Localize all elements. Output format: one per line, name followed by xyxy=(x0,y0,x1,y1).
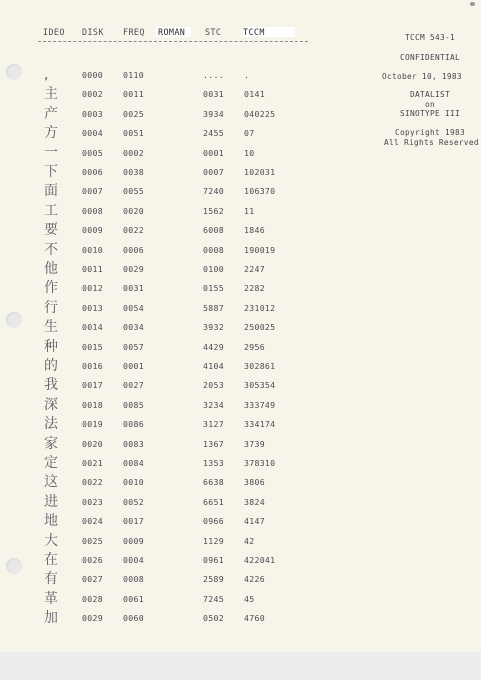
tccm-cell: 250025 xyxy=(244,322,276,333)
header-disk: DISK xyxy=(82,27,104,37)
freq-cell: 0052 xyxy=(123,496,144,507)
stc-cell: 2589 xyxy=(203,574,224,585)
freq-cell: 0051 xyxy=(123,128,144,139)
ideograph-cell: 他 xyxy=(44,261,59,277)
tccm-cell: 1846 xyxy=(244,225,265,236)
ideograph-cell: 工 xyxy=(44,202,59,219)
ideograph-cell: 革 xyxy=(44,590,59,607)
disk-cell: 0012 xyxy=(82,283,103,294)
ideograph-cell: 我 xyxy=(44,377,59,394)
freq-cell: 0025 xyxy=(123,108,144,119)
header-freq: FREQ xyxy=(123,27,145,37)
freq-cell: 0083 xyxy=(123,438,144,449)
tccm-cell: . xyxy=(244,70,250,80)
stc-cell: 3934 xyxy=(203,108,224,119)
tccm-cell: 4147 xyxy=(244,516,265,527)
disk-cell: 0005 xyxy=(82,147,103,158)
document-title-line1: DATALIST xyxy=(410,90,450,99)
stc-cell: 3234 xyxy=(203,399,224,410)
table-row xyxy=(0,182,330,200)
document-title-line3: SINOTYPE III xyxy=(400,109,460,118)
ideograph-cell: 生 xyxy=(44,319,59,336)
ideograph-cell: 进 xyxy=(44,493,59,510)
stc-cell: 0031 xyxy=(203,89,224,100)
stc-cell: 4104 xyxy=(203,361,224,371)
ideograph-cell: 主 xyxy=(44,86,59,103)
ideograph-cell: 面 xyxy=(44,183,59,200)
disk-cell: 0011 xyxy=(82,264,103,274)
freq-cell: 0029 xyxy=(123,264,144,274)
ideograph-cell: 深 xyxy=(44,396,59,413)
freq-cell: 0057 xyxy=(123,341,144,352)
ideograph-cell: 要 xyxy=(44,222,59,239)
stc-cell: 7245 xyxy=(203,593,224,604)
freq-cell: 0054 xyxy=(123,302,144,313)
stc-cell: 0966 xyxy=(203,516,224,527)
disk-cell: 0026 xyxy=(82,555,103,565)
header-tccm: TCCM xyxy=(243,27,295,37)
ideograph-cell: 方 xyxy=(44,125,59,142)
copyright-line1: Copyright 1983 xyxy=(395,128,465,137)
tccm-cell: 11 xyxy=(244,205,255,216)
tccm-cell: 231012 xyxy=(244,302,276,313)
freq-cell: 0002 xyxy=(123,147,144,158)
stc-cell: 0100 xyxy=(203,264,224,274)
stc-cell: 3932 xyxy=(203,322,224,333)
tccm-cell: 2956 xyxy=(244,341,265,352)
table-row xyxy=(0,318,330,336)
stc-cell: 1562 xyxy=(203,205,224,216)
stc-cell: 2455 xyxy=(203,128,224,139)
stc-cell: 2053 xyxy=(203,380,224,391)
document-date: October 10, 1983 xyxy=(382,72,462,81)
table-row xyxy=(0,241,330,259)
table-row xyxy=(0,570,330,588)
stc-cell: .... xyxy=(203,70,224,80)
disk-cell: 0014 xyxy=(82,322,103,333)
freq-cell: 0004 xyxy=(123,555,144,565)
tccm-cell: 4226 xyxy=(244,574,265,585)
freq-cell: 0020 xyxy=(123,205,144,216)
tccm-cell: 040225 xyxy=(244,108,276,119)
freq-cell: 0017 xyxy=(123,516,144,527)
stc-cell: 0155 xyxy=(203,283,224,294)
tccm-cell: 102031 xyxy=(244,167,276,177)
table-row xyxy=(0,415,330,433)
freq-cell: 0011 xyxy=(123,89,144,100)
table-row xyxy=(0,338,330,356)
ideograph-cell: 加 xyxy=(44,610,59,627)
header-rule xyxy=(38,41,308,42)
disk-cell: 0021 xyxy=(82,458,103,468)
table-row xyxy=(0,66,330,84)
ideograph-cell: 的 xyxy=(44,358,59,374)
freq-cell: 0060 xyxy=(123,613,144,624)
ideograph-cell: , xyxy=(44,67,49,83)
ideograph-cell: 法 xyxy=(44,416,59,433)
stc-cell: 6651 xyxy=(203,496,224,507)
disk-cell: 0017 xyxy=(82,380,103,391)
tccm-cell: 2247 xyxy=(244,264,265,274)
stc-cell: 6008 xyxy=(203,225,224,236)
tccm-cell: 3824 xyxy=(244,496,265,507)
ideograph-cell: 种 xyxy=(44,338,59,355)
disk-cell: 0002 xyxy=(82,89,103,100)
freq-cell: 0110 xyxy=(123,70,144,80)
table-row xyxy=(0,609,330,627)
table-row xyxy=(0,435,330,453)
ideograph-cell: 大 xyxy=(44,532,59,549)
disk-cell: 0020 xyxy=(82,438,103,449)
table-row xyxy=(0,144,330,162)
stc-cell: 0961 xyxy=(203,555,224,565)
table-row xyxy=(0,357,330,375)
disk-cell: 0023 xyxy=(82,496,103,507)
ideograph-cell: 作 xyxy=(44,280,59,297)
header-stc: STC xyxy=(205,27,222,37)
table-row xyxy=(0,221,330,239)
table-row xyxy=(0,396,330,414)
disk-cell: 0006 xyxy=(82,167,103,177)
disk-cell: 0028 xyxy=(82,593,103,604)
document-title-line2: on xyxy=(425,100,435,109)
table-row xyxy=(0,376,330,394)
table-row xyxy=(0,124,330,142)
freq-cell: 0001 xyxy=(123,361,144,371)
table-row xyxy=(0,163,330,181)
stc-cell: 1367 xyxy=(203,438,224,449)
freq-cell: 0034 xyxy=(123,322,144,333)
ideograph-cell: 家 xyxy=(44,435,59,452)
tccm-cell: 378310 xyxy=(244,458,276,468)
freq-cell: 0006 xyxy=(123,244,144,255)
disk-cell: 0003 xyxy=(82,108,103,119)
header-roman: ROMAN xyxy=(156,27,191,37)
table-row xyxy=(0,551,330,569)
disk-cell: 0013 xyxy=(82,302,103,313)
ideograph-cell: 定 xyxy=(44,455,59,471)
freq-cell: 0010 xyxy=(123,477,144,488)
tccm-cell: 45 xyxy=(244,593,255,604)
freq-cell: 0022 xyxy=(123,225,144,236)
table-row xyxy=(0,454,330,472)
tccm-cell: 2282 xyxy=(244,283,265,294)
freq-cell: 0031 xyxy=(123,283,144,294)
table-row xyxy=(0,473,330,491)
disk-cell: 0007 xyxy=(82,186,103,197)
stc-cell: 5887 xyxy=(203,302,224,313)
ideograph-cell: 下 xyxy=(44,164,59,180)
freq-cell: 0084 xyxy=(123,458,144,468)
ideograph-cell: 一 xyxy=(44,144,59,161)
table-row xyxy=(0,202,330,220)
table-row xyxy=(0,260,330,278)
classification-label: CONFIDENTIAL xyxy=(400,53,460,62)
disk-cell: 0025 xyxy=(82,535,103,546)
tccm-cell: 4760 xyxy=(244,613,265,624)
tccm-cell: 305354 xyxy=(244,380,276,391)
copyright-line2: All Rights Reserved xyxy=(384,138,479,147)
column-header xyxy=(0,27,330,39)
tccm-cell: 302861 xyxy=(244,361,276,371)
stc-cell: 7240 xyxy=(203,186,224,197)
disk-cell: 0008 xyxy=(82,205,103,216)
disk-cell: 0004 xyxy=(82,128,103,139)
table-row xyxy=(0,590,330,608)
tccm-cell: 106370 xyxy=(244,186,276,197)
disk-cell: 0022 xyxy=(82,477,103,488)
stc-cell: 1129 xyxy=(203,535,224,546)
document-id: TCCM 543-1 xyxy=(405,33,455,42)
freq-cell: 0055 xyxy=(123,186,144,197)
ideograph-cell: 不 xyxy=(44,241,59,258)
table-row xyxy=(0,493,330,511)
disk-cell: 0015 xyxy=(82,341,103,352)
table-row xyxy=(0,512,330,530)
tccm-cell: 422041 xyxy=(244,555,276,565)
tccm-cell: 0141 xyxy=(244,89,265,100)
disk-cell: 0018 xyxy=(82,399,103,410)
disk-cell: 0000 xyxy=(82,70,103,80)
freq-cell: 0008 xyxy=(123,574,144,585)
disk-cell: 0019 xyxy=(82,419,103,430)
freq-cell: 0061 xyxy=(123,593,144,604)
tccm-cell: 3739 xyxy=(244,438,265,449)
disk-cell: 0024 xyxy=(82,516,103,527)
freq-cell: 0085 xyxy=(123,399,144,410)
tccm-cell: 10 xyxy=(244,147,255,158)
stc-cell: 4429 xyxy=(203,341,224,352)
header-ideo: IDEO xyxy=(43,27,65,37)
tccm-cell: 334174 xyxy=(244,419,276,430)
table-row xyxy=(0,279,330,297)
ideograph-cell: 产 xyxy=(44,105,59,122)
tccm-cell: 42 xyxy=(244,535,255,546)
table-row xyxy=(0,85,330,103)
disk-cell: 0029 xyxy=(82,613,103,624)
disk-cell: 0009 xyxy=(82,225,103,236)
stc-cell: 3127 xyxy=(203,419,224,430)
ideograph-cell: 地 xyxy=(44,513,59,530)
ideograph-cell: 有 xyxy=(44,571,59,588)
stc-cell: 6638 xyxy=(203,477,224,488)
table-row xyxy=(0,532,330,550)
disk-cell: 0016 xyxy=(82,361,103,371)
freq-cell: 0009 xyxy=(123,535,144,546)
table-row xyxy=(0,105,330,123)
ideograph-cell: 在 xyxy=(44,552,59,568)
table-row xyxy=(0,299,330,317)
tccm-cell: 333749 xyxy=(244,399,276,410)
tccm-cell: 190019 xyxy=(244,244,276,255)
stc-cell: 0001 xyxy=(203,147,224,158)
freq-cell: 0086 xyxy=(123,419,144,430)
ideograph-cell: 这 xyxy=(44,474,59,491)
freq-cell: 0027 xyxy=(123,380,144,391)
stc-cell: 0502 xyxy=(203,613,224,624)
stc-cell: 0007 xyxy=(203,167,224,177)
disk-cell: 0027 xyxy=(82,574,103,585)
ink-mark xyxy=(470,2,475,6)
stc-cell: 1353 xyxy=(203,458,224,468)
freq-cell: 0038 xyxy=(123,167,144,177)
disk-cell: 0010 xyxy=(82,244,103,255)
stc-cell: 0008 xyxy=(203,244,224,255)
tccm-cell: 07 xyxy=(244,128,255,139)
tccm-cell: 3806 xyxy=(244,477,265,488)
ideograph-cell: 行 xyxy=(44,299,59,316)
